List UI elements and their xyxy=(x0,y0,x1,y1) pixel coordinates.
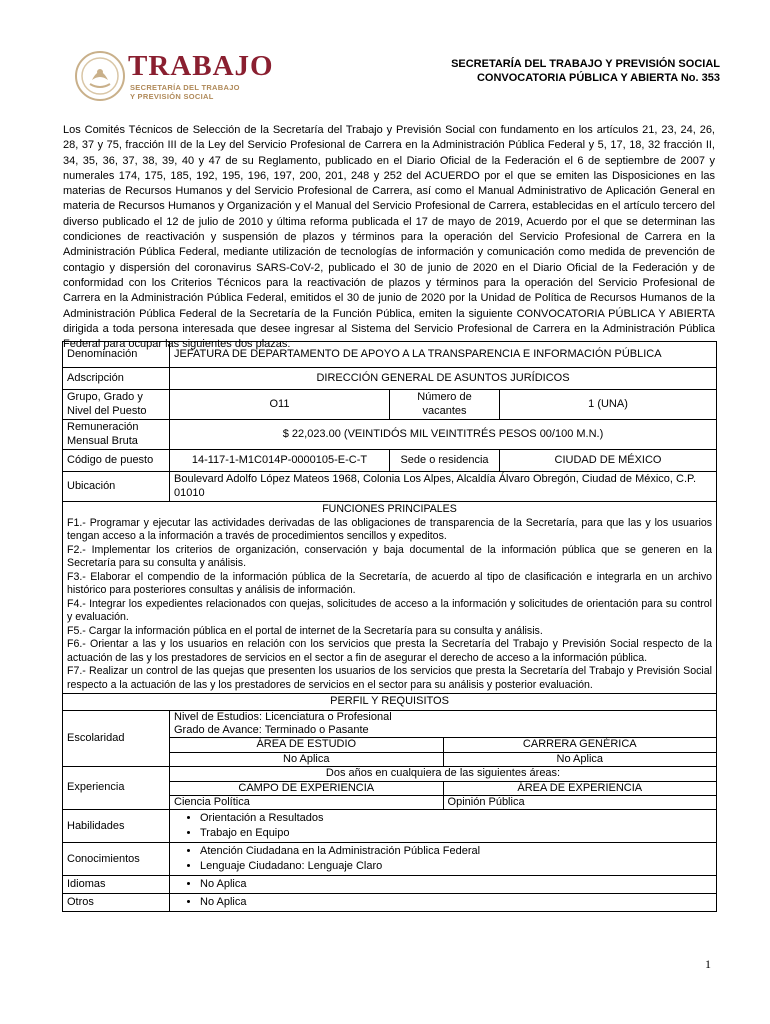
ubicacion-label: Ubicación xyxy=(63,472,170,502)
grupo-value: O11 xyxy=(170,390,390,420)
vacantes-value: 1 (UNA) xyxy=(500,390,717,420)
national-seal-icon xyxy=(74,50,126,102)
experiencia-value xyxy=(170,767,717,810)
funciones-cell xyxy=(63,502,717,694)
campo-header: CAMPO DE EXPERIENCIA xyxy=(170,781,443,795)
conocimiento-item: • Lenguaje Ciudadano: Lenguaje Claro xyxy=(200,859,712,874)
codigo-value: 14-117-1-M1C014P-0000105-E-C-T xyxy=(170,450,390,472)
escolaridad-label: Escolaridad xyxy=(63,710,170,767)
experiencia-intro: Dos años en cualquiera de las siguientes áreas: xyxy=(170,767,716,781)
header-line-2: CONVOCATORIA PÚBLICA Y ABIERTA No. 353 xyxy=(476,72,720,84)
funcion-item: F1.- Programar y ejecutar las actividades derivadas de las obligaciones de transparencia de la Secretaría, para que las y los usuarios tengan acceso a la información a través de procedimientos sencillos y expeditos. xyxy=(67,516,713,542)
header-line-1: SECRETARÍA DEL TRABAJO Y PREVISIÓN SOCIAL xyxy=(451,58,720,70)
area-estudio-value: No Aplica xyxy=(170,752,443,766)
funcion-item: F2.- Implementar los criterios de organización, conservación y baja documental de la información pública que se generen en la Secretaría para su consulta y análisis. xyxy=(67,543,713,569)
trabajo-logo xyxy=(74,50,274,106)
perfil-title: PERFIL Y REQUISITOS xyxy=(63,694,717,711)
denominacion-value: JEFATURA DE DEPARTAMENTO DE APOYO A LA TRANSPARENCIA E INFORMACIÓN PÚBLICA xyxy=(170,342,717,368)
carrera-header: CARRERA GENÉRICA xyxy=(443,738,716,752)
conocimientos-label: Conocimientos xyxy=(63,843,170,876)
habilidades-value xyxy=(170,810,717,843)
ubicacion-value: Boulevard Adolfo López Mateos 1968, Colonia Los Alpes, Alcaldía Álvaro Obregón, Ciudad de México, C.P. 01010 xyxy=(170,472,717,502)
codigo-label: Código de puesto xyxy=(63,450,170,472)
otros-label: Otros xyxy=(63,894,170,912)
conocimientos-value xyxy=(170,843,717,876)
adscripcion-label: Adscripción xyxy=(63,368,170,390)
area-estudio-header: ÁREA DE ESTUDIO xyxy=(170,738,443,752)
funciones-title: FUNCIONES PRINCIPALES xyxy=(322,503,457,515)
area-experiencia-value: Opinión Pública xyxy=(447,795,525,808)
funcion-item: F5.- Cargar la información pública en el portal de internet de la Secretaría para su consulta y análisis. xyxy=(67,624,543,637)
page-number: 1 xyxy=(705,957,711,971)
adscripcion-value: DIRECCIÓN GENERAL DE ASUNTOS JURÍDICOS xyxy=(170,368,717,390)
nivel-estudios: Nivel de Estudios: Licenciatura o Profesional xyxy=(174,710,392,723)
funcion-item: F3.- Elaborar el compendio de la información pública de la Secretaría, de acuerdo al tipo de clasificación e integrarla en un archivo histórico para posteriores consultas y análisis de información. xyxy=(67,570,713,596)
idioma-item: • No Aplica xyxy=(200,877,712,892)
remuneracion-value: $ 22,023.00 (VEINTIDÓS MIL VEINTITRÉS PESOS 00/100 M.N.) xyxy=(170,420,717,450)
vacantes-label: Número de vacantes xyxy=(390,390,500,420)
funcion-item: F6.- Orientar a las y los usuarios en relación con los servicios que presta la Secretaría del Trabajo y Previsión Social respecto de la actuación de las y los prestadores de servicios en el sector a fin de asegurar el derecho de acceso a la información pública. xyxy=(67,638,713,664)
experiencia-label: Experiencia xyxy=(63,767,170,810)
sede-value: CIUDAD DE MÉXICO xyxy=(500,450,717,472)
habilidad-item: • Trabajo en Equipo xyxy=(200,826,712,841)
escolaridad-value xyxy=(170,710,717,767)
document-header xyxy=(300,57,720,85)
carrera-value: No Aplica xyxy=(556,752,604,765)
remuneracion-label: Remuneración Mensual Bruta xyxy=(63,420,170,450)
habilidades-label: Habilidades xyxy=(63,810,170,843)
idiomas-value xyxy=(170,876,717,894)
campo-value: Ciencia Política xyxy=(170,795,443,809)
sede-label: Sede o residencia xyxy=(390,450,500,472)
otros-value xyxy=(170,894,717,912)
logo-wordmark: TRABAJO xyxy=(128,50,274,82)
intro-paragraph: Los Comités Técnicos de Selección de la Secretaría del Trabajo y Previsión Social con fundamento en los artículos 21, 23, 24, 26, 28, 37 y 75, fracción III de la Ley del Servicio Profesional de Carrera en la Administración Pública Federal y 5, 17, 18, 32 fracción II, 34, 35, 36, 37, 38, 39, 40 y 47 de su Reglamento, publicado en el Diario Oficial de la Federación el 6 de septiembre de 2007 y numerales 174, 175, 185, 192, 195, 196, 197, 200, 201, 248 y 252 del ACUERDO por el que se emiten las Disposiciones en las materias de Recursos Humanos y del Servicio Profesional de Carrera, así como el Manual Administrativo de Aplicación General en materia de Recursos Humanos y Organización y el Manual del Servicio Profesional de Carrera, establecidas en el artículo tercero del diverso publicado el 12 de julio de 2010 y última reforma publicada el 17 de mayo de 2019, Acuerdo por el que se determinan las condiciones de reactivación y suspensión de plazos y términos para la operación del Servicio Profesional de Carrera en la Administración Pública Federal, mediante utilización de tecnologías de información y comunicación como medida de prevención de contagio y dispersión del coronavirus SARS-CoV-2, publicado el 30 de junio de 2020 en el Diario Oficial de la Federación y de conformidad con los Criterios Técnicos para la reactivación de plazos y términos para la operación del Servicio Profesional de Carrera en la Administración Pública Federal, emitidos el 30 de junio de 2020 por la Unidad de Política de Recursos Humanos de la Administración Pública Federal de la Secretaría de la Función Pública, emiten la siguiente CONVOCATORIA PÚBLICA Y ABIERTA dirigida a toda persona interesada que desee ingresar al Sistema del Servicio Profesional de Carrera en la Administración Pública Federal para ocupar las siguientes dos plazas: xyxy=(63,124,715,351)
otros-item: • No Aplica xyxy=(200,895,712,910)
grado-avance: Grado de Avance: Terminado o Pasante xyxy=(170,724,716,738)
funcion-item: F4.- Integrar los expedientes relacionados con quejas, solicitudes de acceso a la información y solicitudes de orientación para su control y evaluación. xyxy=(67,597,713,623)
logo-subtitle: SECRETARÍA DEL TRABAJO Y PREVISIÓN SOCIAL xyxy=(130,83,240,101)
area-experiencia-header: ÁREA DE EXPERIENCIA xyxy=(443,781,716,795)
funcion-item: F7.- Realizar un control de las quejas que presenten los usuarios de los servicios que presta la Secretaría del Trabajo y Previsión Social respecto a la actuación de las y los prestadores de servicios en el sector para su análisis y posterior evaluación. xyxy=(67,665,713,691)
vacancy-table xyxy=(62,341,717,912)
grupo-label: Grupo, Grado y Nivel del Puesto xyxy=(63,390,170,420)
denominacion-label: Denominación xyxy=(63,342,170,368)
conocimiento-item: • Atención Ciudadana en la Administración Pública Federal xyxy=(200,844,712,859)
habilidad-item: • Orientación a Resultados xyxy=(200,811,712,826)
idiomas-label: Idiomas xyxy=(63,876,170,894)
